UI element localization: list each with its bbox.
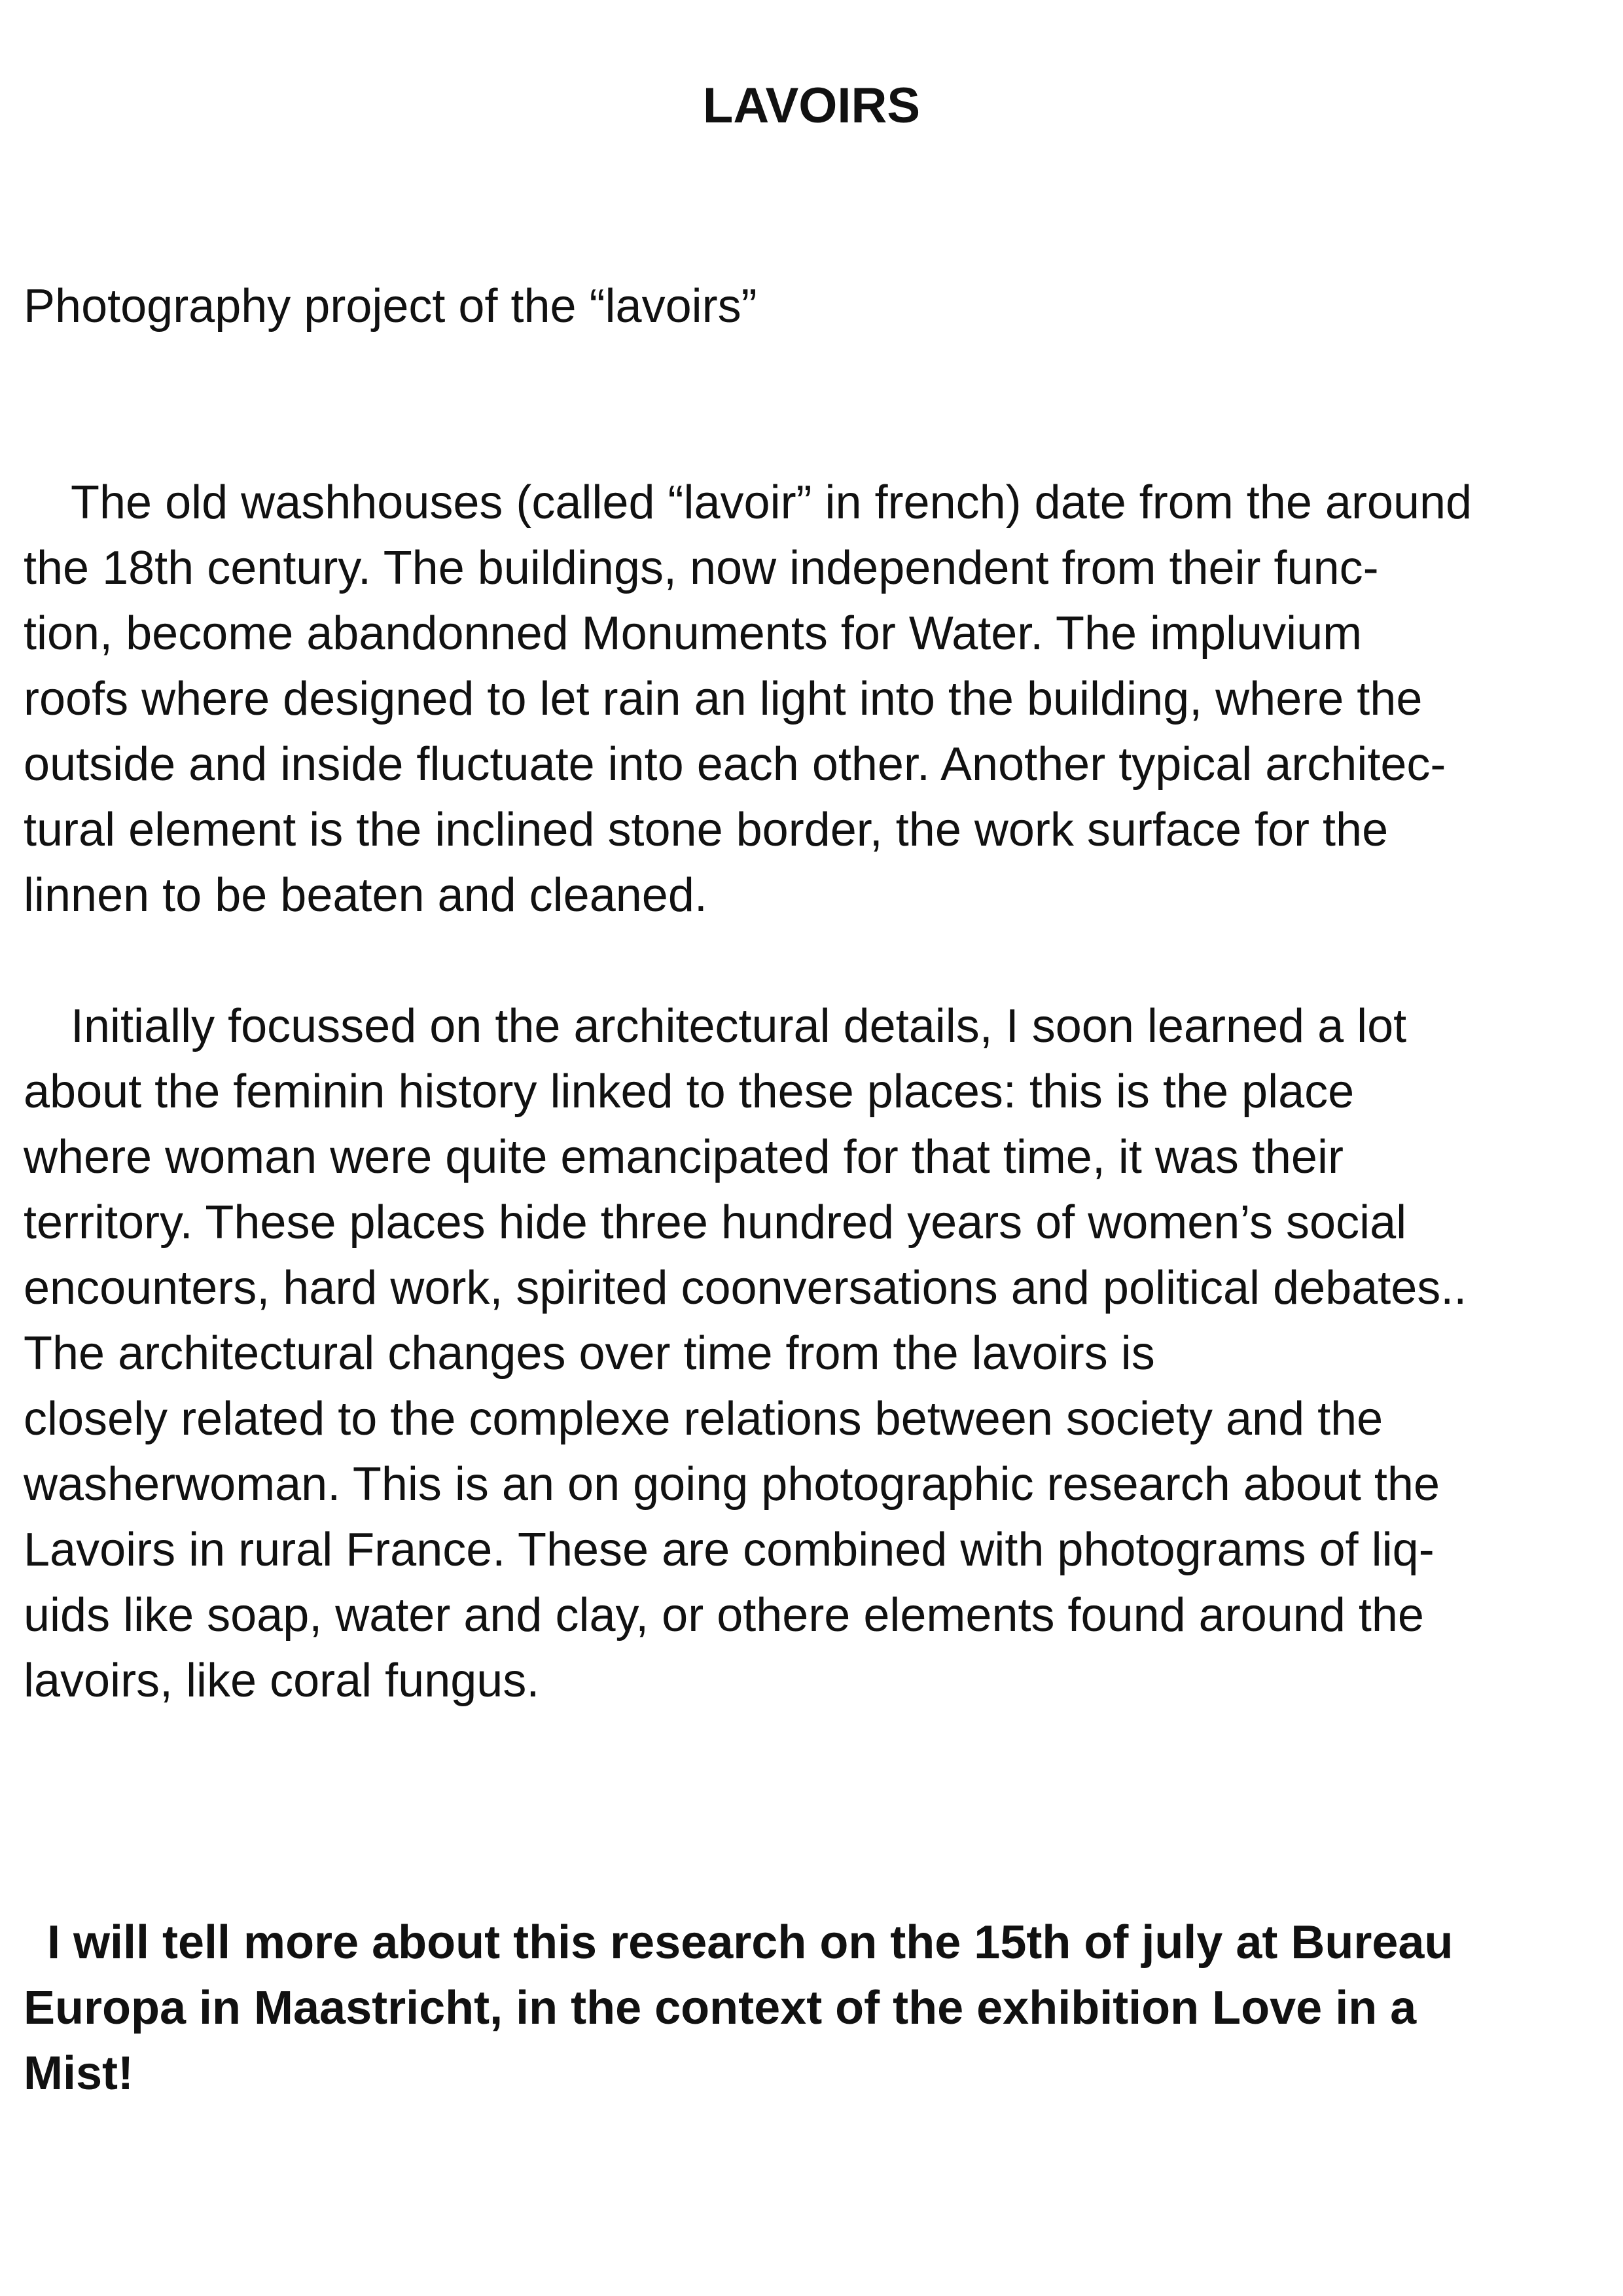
paragraph-line: uids like soap, water and clay, or othere elements found around the <box>24 1589 1424 1641</box>
paragraph-line: where woman were quite emancipated for that time, it was their <box>24 1131 1344 1183</box>
paragraph-line: roofs where designed to let rain an light into the building, where the <box>24 673 1423 725</box>
announcement-line: I will tell more about this research on the 15th of july at Bureau <box>47 1916 1454 1969</box>
announcement-line: Europa in Maastricht, in the context of the exhibition Love in a <box>24 1982 1417 2034</box>
paragraph-line: Lavoirs in rural France. These are combined with photograms of liq- <box>24 1524 1435 1576</box>
paragraph-line: closely related to the complexe relations between society and the <box>24 1393 1383 1445</box>
paragraph-line: washerwoman. This is an on going photographic research about the <box>24 1458 1440 1511</box>
paragraph-research <box>24 994 1607 1713</box>
announcement <box>24 1910 1607 2106</box>
paragraph-line: tural element is the inclined stone border, the work surface for the <box>24 804 1389 856</box>
paragraph-line: The old washhouses (called “lavoir” in french) date from the around <box>71 476 1472 529</box>
page-title: LAVOIRS <box>702 78 921 134</box>
paragraph-line: encounters, hard work, spirited coonversations and political debates.. <box>24 1262 1467 1314</box>
subtitle: Photography project of the “lavoirs” <box>24 280 757 332</box>
paragraph-line: lavoirs, like coral fungus. <box>24 1655 540 1707</box>
announcement-line: Mist! <box>24 2047 134 2100</box>
paragraph-line: tion, become abandonned Monuments for Water. The impluvium <box>24 607 1363 660</box>
paragraph-line: about the feminin history linked to these places: this is the place <box>24 1066 1355 1118</box>
paragraph-history <box>24 470 1607 928</box>
paragraph-line: The architectural changes over time from the lavoirs is <box>24 1327 1155 1380</box>
paragraph-line: the 18th century. The buildings, now independent from their func- <box>24 542 1379 594</box>
paragraph-line: linnen to be beaten and cleaned. <box>24 869 707 922</box>
paragraph-line: outside and inside fluctuate into each other. Another typical architec- <box>24 738 1446 791</box>
paragraph-line: Initially focussed on the architectural details, I soon learned a lot <box>71 1000 1407 1052</box>
paragraph-line: territory. These places hide three hundred years of women’s social <box>24 1196 1407 1249</box>
